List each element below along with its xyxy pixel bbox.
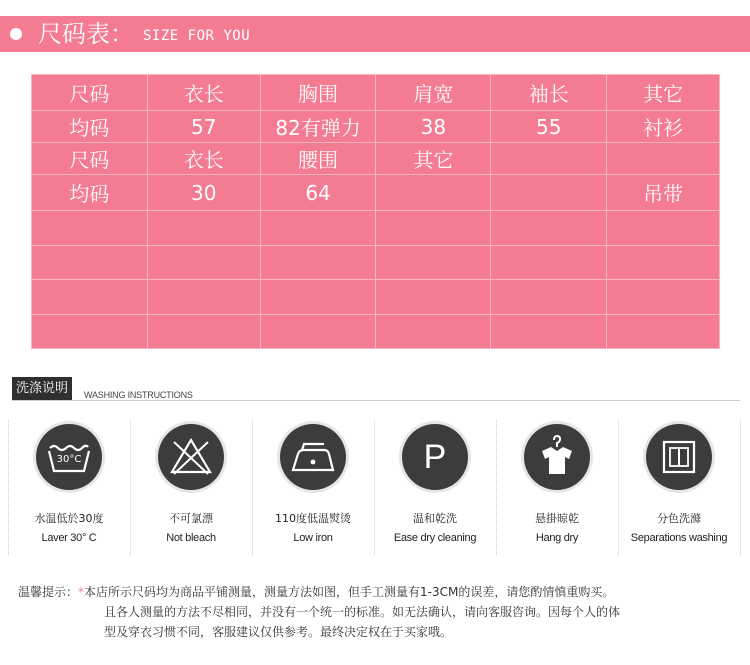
wash-item [8,420,130,560]
wash-label-en: Ease dry cleaning [393,532,477,544]
table-cell [376,211,491,246]
notice-line [18,582,748,602]
table-row [32,143,720,175]
table-row [32,314,720,349]
notice-star: * [78,585,85,599]
low-iron-icon [280,424,346,490]
table-row [32,245,720,280]
table-cell [147,211,260,246]
table-row [32,75,720,111]
wash-temp-text: 30°C [56,454,82,465]
table-cell [260,245,376,280]
hang-dry-icon [524,424,590,490]
wash-item [130,420,252,560]
wash-label-cn: 分色洗滌 [657,512,701,525]
table-cell [260,211,376,246]
notice-line: 且各人测量的方法不尽相同，并没有一个统一的标准。如无法确认，请向客服咨询。因每个人的体 [104,605,621,619]
table-row [32,280,720,315]
table-cell: 57 [147,111,260,143]
table-cell: 腰围 [260,143,376,175]
table-cell: 尺码 [32,143,148,175]
table-cell [491,175,607,211]
table-cell: 其它 [376,143,491,175]
wash-label-cn: 水温低於30度 [34,512,104,525]
table-row [32,111,720,143]
table-cell: 胸围 [260,75,376,111]
table-cell [607,280,720,315]
wash-label-cn: 不可氯漂 [169,512,213,525]
table-cell [491,143,607,175]
table-cell [607,211,720,246]
dry-clean-icon [402,424,468,490]
table-cell: 其它 [607,75,720,111]
washing-title-en: WASHING INSTRUCTIONS [84,390,193,400]
size-chart-header [0,16,750,52]
size-table [31,74,720,349]
notice-text: 本店所示尺码均为商品平铺测量，测量方法如图，但手工测量有1-3CM的误差，请您酌情慎重购买。 [84,585,615,599]
table-cell [607,245,720,280]
notice-label: 温馨提示： [18,585,79,599]
wash-label-en: Low iron [293,532,333,544]
table-cell: 64 [260,175,376,211]
table-row [32,211,720,246]
table-cell [491,211,607,246]
wash-label-cn: 悬掛晾乾 [535,512,579,525]
table-cell: 吊带 [607,175,720,211]
size-notice [18,582,748,642]
wash-label-en: Hang dry [535,532,579,544]
table-row [32,175,720,211]
table-cell [491,245,607,280]
separate-wash-icon [646,424,712,490]
table-cell [32,280,148,315]
wash-item [374,420,496,560]
table-cell [32,245,148,280]
table-cell [32,314,148,349]
table-cell: 衬衫 [607,111,720,143]
table-cell [491,280,607,315]
table-cell: 衣长 [147,75,260,111]
table-cell: 衣长 [147,143,260,175]
table-cell [260,314,376,349]
table-cell: 均码 [32,111,148,143]
washing-icons [8,420,742,560]
table-cell [607,143,720,175]
wash-item [618,420,740,560]
no-bleach-icon [158,424,224,490]
wash-label-cn: 110度低温熨烫 [275,512,351,525]
notice-line: 型及穿衣习惯不同，客服建议仅供参考。最终决定权在于买家哦。 [104,625,453,639]
table-cell [376,314,491,349]
wash-label-en: Separations washing [630,532,728,544]
wash-30-icon [36,424,102,490]
washing-title-cn: 洗涤说明 [12,377,72,401]
table-cell [491,314,607,349]
table-cell: 尺码 [32,75,148,111]
wash-label-cn: 温和乾洗 [413,512,457,525]
dry-clean-letter: P [423,438,447,476]
table-cell [147,280,260,315]
table-cell [260,280,376,315]
table-cell [32,211,148,246]
table-cell [376,280,491,315]
size-chart-subtitle: SIZE FOR YOU [143,28,251,44]
table-cell [607,314,720,349]
washing-instructions-header [12,377,740,401]
table-cell [376,175,491,211]
table-cell: 82有弹力 [260,111,376,143]
bullet-dot-icon [10,28,22,40]
wash-item [252,420,374,560]
wash-item [496,420,618,560]
divider [12,400,740,401]
size-chart-title: 尺码表： [38,20,134,48]
wash-label-en: Laver 30° C [41,532,97,544]
table-cell: 肩宽 [376,75,491,111]
table-cell [147,314,260,349]
table-cell: 袖长 [491,75,607,111]
table-cell: 30 [147,175,260,211]
table-cell: 55 [491,111,607,143]
table-cell: 均码 [32,175,148,211]
table-cell [147,245,260,280]
table-cell [376,245,491,280]
divider [740,420,741,555]
table-cell: 38 [376,111,491,143]
wash-label-en: Not bleach [166,532,216,544]
